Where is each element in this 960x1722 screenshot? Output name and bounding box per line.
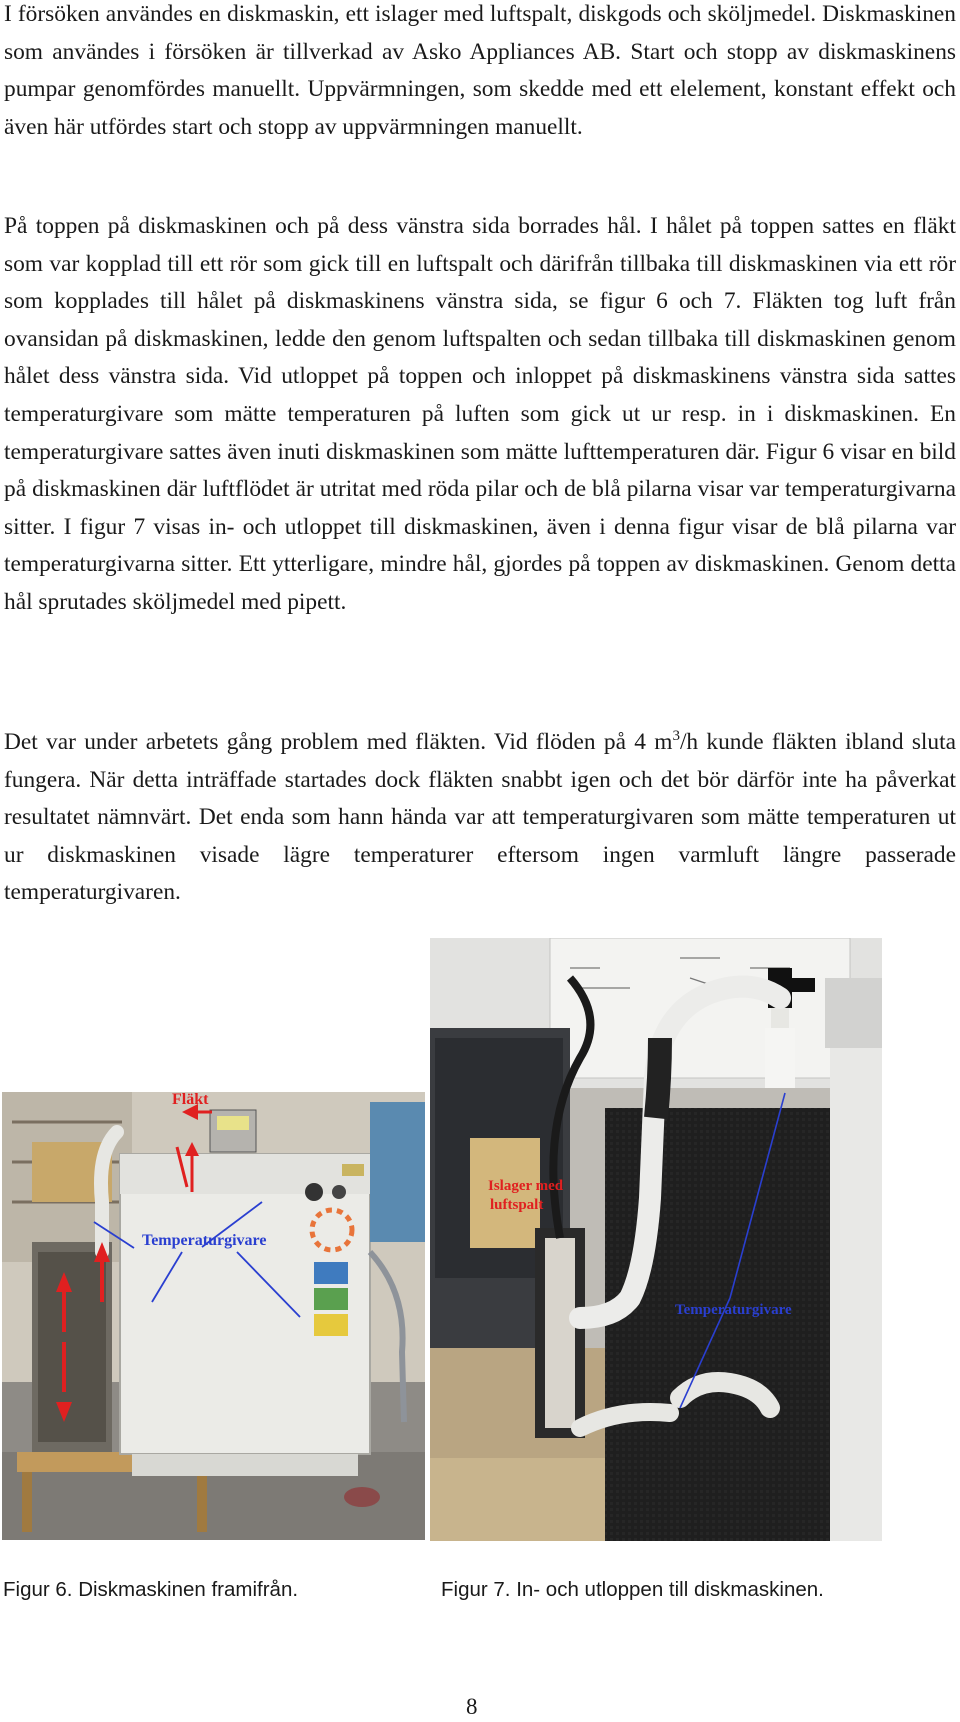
body-paragraph-1: I försöken användes en diskmaskin, ett islager med luftspalt, diskgods och sköljmedel. Diskmaskinen som användes i försöken är tillverkad av Asko Appliances AB. Start och stopp av diskmaskinens pumpar genomfördes manuellt. Uppvärmningen, som skedde med ett elelement, konstant effekt och även här utfördes start och stopp av uppvärmningen manuellt. [4,1,956,140]
figure-6-photo [2,1092,425,1540]
fig7-label-temperaturgivare: Temperaturgivare [675,1302,792,1318]
body-paragraph-3 [4,724,956,912]
fig7-label-islager: Islager med [488,1178,564,1194]
page-number: 8 [466,1694,478,1719]
fig7-label-luftspalt: luftspalt [490,1197,544,1213]
figure-6-caption: Figur 6. Diskmaskinen framifrån. [3,1578,299,1601]
figure-7-photo [430,938,882,1541]
figure-7-caption: Figur 7. In- och utloppen till diskmaskinen. [441,1578,824,1601]
fig6-label-flakt: Fläkt [172,1092,209,1108]
body-paragraph-2: På toppen på diskmaskinen och på dess vänstra sida borrades hål. I hålet på toppen sattes en fläkt som var kopplad till ett rör som gick till en luftspalt och därifrån tillbaka till diskmaskinen via ett rör som kopplades till hålet på diskmaskinens vänstra sida, se figur 6 och 7. Fläkten tog luft från ovansidan på diskmaskinen, ledde den genom luftspalten och sedan tillbaka till diskmaskinen genom hålet dess vänstra sida. Vid utloppet på toppen och inloppet på diskmaskinens vänstra sida sattes temperaturgivare som mätte temperaturen på luften som gick ut ur resp. in i diskmaskinen. En temperaturgivare sattes även inuti diskmaskinen som mätte lufttemperaturen där. Figur 6 visar en bild på diskmaskinen där luftflödet är utritat med röda pilar och de blå pilarna visar var temperaturgivarna sitter. I figur 7 visas in- och utloppet till diskmaskinen, även i denna figur visar de blå pilarna var temperaturgivarna sitter. Ett ytterligare, mindre hål, gjordes på toppen av diskmaskinen. Genom detta hål sprutades sköljmedel med pipett. [4,213,956,615]
paragraph-3-text-start: Det var under arbetets gång problem med fläkten. Vid flöden på 4 m [4,729,673,755]
paragraph-3-text-end: /h kunde fläkten ibland sluta fungera. När detta inträffade startades dock fläkten snabbt igen och det bör därför inte ha påverkat resultatet nämnvärt. Det enda som hann hända var att temperaturgivaren som mätte temperaturen ut ur diskmaskinen visade lägre temperaturer eftersom ingen varmluft längre passerade temperaturgivaren. [4,729,956,906]
fig6-label-temperaturgivare: Temperaturgivare [142,1232,267,1249]
superscript-three: 3 [672,728,680,744]
